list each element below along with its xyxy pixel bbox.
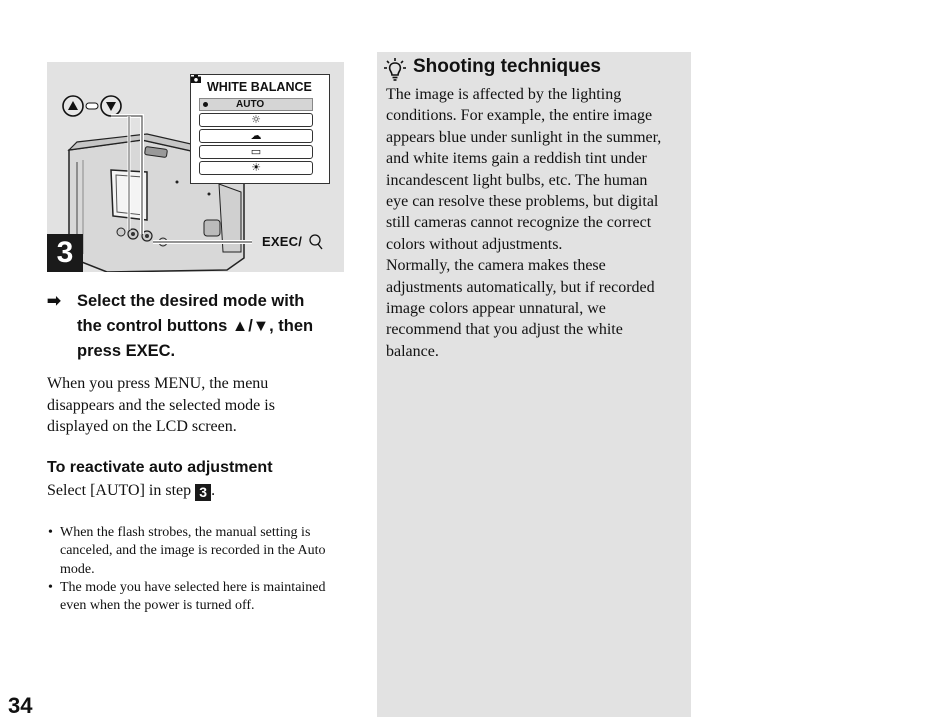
- tips-line: incandescent light bulbs, etc. The human: [386, 171, 648, 189]
- note-line: The mode you have selected here is maintained: [60, 579, 326, 595]
- notes-list: [47, 524, 347, 615]
- fluorescent-icon: ▭: [250, 145, 262, 158]
- menu-option-fluorescent: [199, 145, 313, 159]
- note-line: canceled, and the image is recorded in the Auto: [60, 543, 326, 559]
- reactivate-heading: To reactivate auto adjustment: [47, 459, 273, 476]
- paragraph-line: displayed on the LCD screen.: [47, 418, 237, 435]
- step-instruction: [47, 289, 347, 364]
- tips-title: Shooting techniques: [413, 56, 601, 77]
- shooting-techniques-panel: [377, 52, 691, 717]
- tips-line: colors without adjustments.: [386, 235, 563, 253]
- bullet-icon: •: [48, 579, 53, 595]
- note-item: [47, 579, 347, 616]
- step-number-badge: 3: [47, 234, 83, 272]
- camera-icon: [191, 75, 201, 83]
- step-reference-badge: 3: [195, 484, 211, 501]
- cloud-icon: ☁: [250, 129, 262, 142]
- tips-line: adjustments automatically, but if recorded: [386, 278, 655, 296]
- menu-title: WHITE BALANCE: [207, 80, 312, 94]
- tips-body: [386, 84, 686, 362]
- menu-option-cloudy: [199, 129, 313, 143]
- note-item: [47, 524, 347, 579]
- reactivate-text: [47, 480, 215, 502]
- tips-line: The image is affected by the lighting: [386, 86, 622, 103]
- menu-option-auto-label: AUTO: [236, 99, 265, 110]
- sun-icon: ☼: [251, 113, 261, 126]
- menu-option-auto: [199, 98, 313, 111]
- note-line: When the flash strobes, the manual setting is: [60, 525, 311, 540]
- tips-line: still cameras cannot recognize the correct: [386, 214, 652, 232]
- step-instruction-line: press EXEC.: [77, 342, 176, 360]
- bullet-icon: •: [48, 525, 53, 540]
- tips-line: appears blue under sunlight in the summer,: [386, 128, 662, 146]
- tips-line: and white items gain a reddish tint under: [386, 150, 647, 168]
- camera-illustration: [47, 62, 344, 272]
- paragraph-line: disappears and the selected mode is: [47, 396, 275, 414]
- exec-button-label: EXEC/: [262, 234, 303, 249]
- step-instruction-line: Select the desired mode with: [77, 292, 305, 310]
- page-number: 34: [8, 693, 33, 718]
- note-line: even when the power is turned off.: [60, 598, 255, 614]
- reactivate-text-body: Select [AUTO] in step: [47, 482, 192, 499]
- menu-option-daylight: [199, 113, 313, 127]
- tips-line: recommend that you adjust the white: [386, 321, 623, 339]
- paragraph-line: When you press MENU, the menu: [47, 375, 269, 392]
- menu-option-incandescent: [199, 161, 313, 175]
- step-instruction-line: the control buttons ▲/▼, then: [77, 317, 314, 335]
- tips-line: image colors appear unnatural, we: [386, 300, 606, 318]
- menu-paragraph: [47, 373, 347, 438]
- reactivate-text-suffix: .: [211, 482, 216, 499]
- tips-line: balance.: [386, 342, 439, 360]
- tips-line: Normally, the camera makes these: [386, 257, 606, 275]
- tips-line: eye can resolve these problems, but digital: [386, 193, 659, 211]
- selected-dot-icon: [203, 102, 208, 107]
- tips-line: conditions. For example, the entire image: [386, 107, 653, 125]
- incandescent-icon: ☀: [251, 161, 261, 174]
- note-line: mode.: [60, 561, 95, 577]
- arrow-right-icon: ➡: [47, 292, 61, 310]
- white-balance-menu: [190, 74, 330, 184]
- lightbulb-icon: [384, 58, 406, 82]
